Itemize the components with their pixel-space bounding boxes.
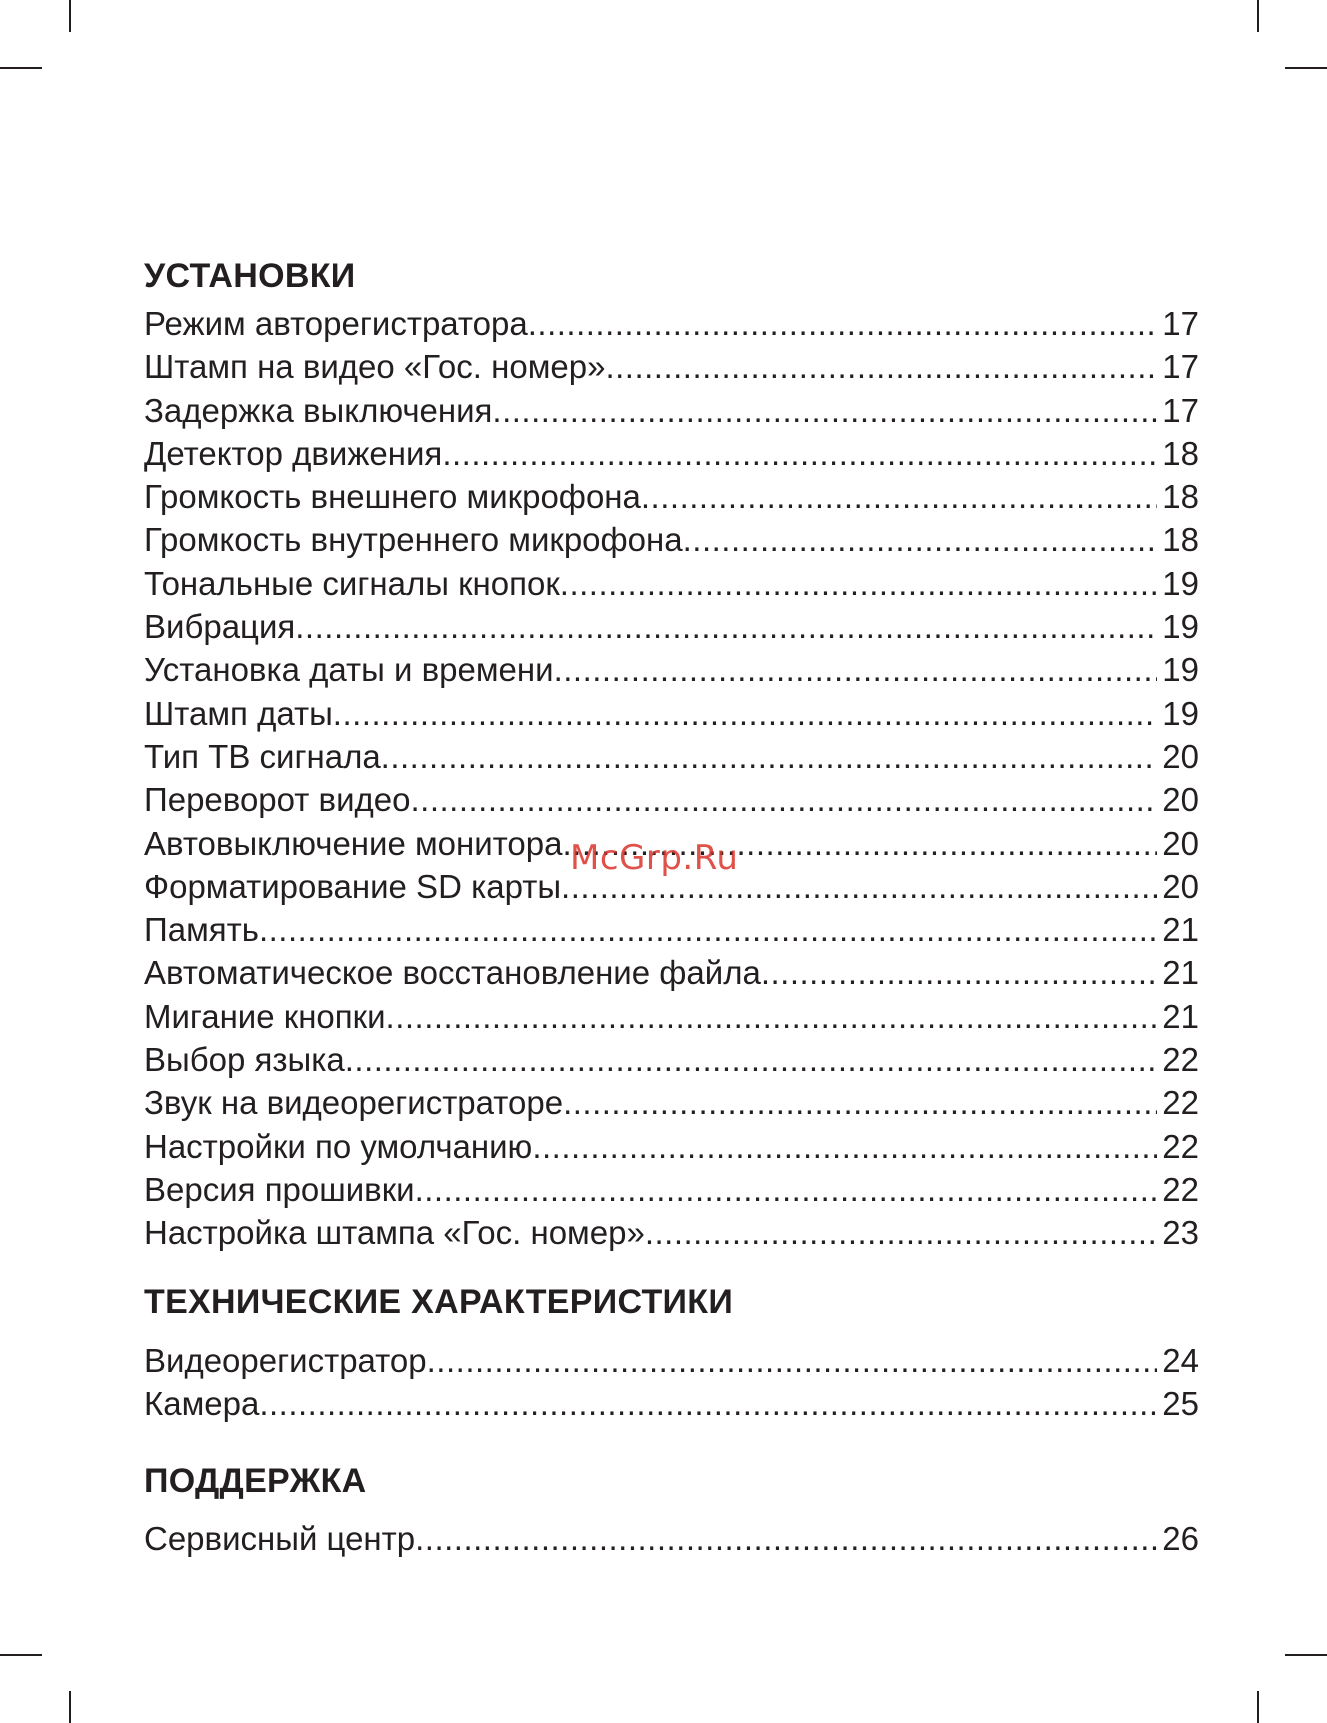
- dot-leader: [605, 345, 1157, 388]
- crop-mark: [1285, 67, 1327, 69]
- dot-leader: [492, 389, 1157, 432]
- toc-entry[interactable]: [144, 605, 1199, 648]
- entry-title: Установка даты и времени: [144, 651, 554, 689]
- toc-entry[interactable]: [144, 1517, 1199, 1560]
- toc-entry[interactable]: [144, 735, 1199, 778]
- entry-title: Мигание кнопки: [144, 997, 386, 1035]
- toc-section-specs: [144, 1276, 1199, 1426]
- entry-title: Настройки по умолчанию: [144, 1127, 533, 1165]
- crop-mark: [0, 1654, 42, 1656]
- dot-leader: [415, 1517, 1157, 1560]
- dot-leader: [641, 475, 1157, 518]
- toc-entry[interactable]: [144, 518, 1199, 561]
- entry-page-number: 18: [1162, 478, 1199, 516]
- dot-leader: [295, 605, 1157, 648]
- toc-entry[interactable]: [144, 951, 1199, 994]
- entry-page-number: 21: [1162, 954, 1199, 992]
- entry-title: Форматирование SD карты: [144, 867, 562, 905]
- section-heading: ТЕХНИЧЕСКИЕ ХАРАКТЕРИСТИКИ: [144, 1282, 734, 1321]
- entry-page-number: 19: [1162, 608, 1199, 646]
- entry-page-number: 23: [1162, 1214, 1199, 1252]
- entry-title: Тип ТВ сигнала: [144, 737, 381, 775]
- section-heading: УСТАНОВКИ: [144, 257, 356, 295]
- toc-entry[interactable]: [144, 1125, 1199, 1168]
- entry-title: Автоматическое восстановление файла: [144, 954, 761, 992]
- entry-page-number: 25: [1162, 1384, 1199, 1422]
- dot-leader: [683, 518, 1157, 561]
- entry-page-number: 19: [1162, 651, 1199, 689]
- toc-entry[interactable]: [144, 1211, 1199, 1254]
- dot-leader: [381, 735, 1157, 778]
- entry-page-number: 19: [1162, 694, 1199, 732]
- entry-title: Тональные сигналы кнопок: [144, 564, 560, 602]
- dot-leader: [560, 562, 1157, 605]
- toc-entry[interactable]: [144, 1382, 1199, 1425]
- toc-section-support: [144, 1455, 1199, 1560]
- dot-leader: [645, 1211, 1157, 1254]
- section-heading: ПОДДЕРЖКА: [144, 1462, 367, 1501]
- dot-leader: [442, 432, 1157, 475]
- entry-page-number: 21: [1162, 911, 1199, 949]
- toc-entry[interactable]: [144, 1339, 1199, 1382]
- toc-section-settings: [144, 250, 1199, 1255]
- dot-leader: [259, 908, 1157, 951]
- crop-mark: [0, 67, 42, 69]
- entry-page-number: 20: [1162, 781, 1199, 819]
- entry-title: Вибрация: [144, 608, 296, 646]
- toc-entry[interactable]: [144, 1168, 1199, 1211]
- entry-title: Переворот видео: [144, 781, 411, 819]
- entry-page-number: 17: [1162, 348, 1199, 386]
- toc-entry[interactable]: [144, 1081, 1199, 1124]
- entry-title: Задержка выключения: [144, 391, 493, 429]
- entry-title: Настройка штампа «Гос. номер»: [144, 1214, 645, 1252]
- toc-entry[interactable]: [144, 908, 1199, 951]
- entry-page-number: 17: [1162, 305, 1199, 342]
- dot-leader: [554, 648, 1157, 691]
- entry-title: Видеорегистратор: [144, 1341, 427, 1379]
- crop-mark: [1257, 1691, 1259, 1723]
- entry-title: Штамп на видео «Гос. номер»: [144, 348, 606, 386]
- entry-page-number: 18: [1162, 521, 1199, 559]
- entry-title: Выбор языка: [144, 1041, 345, 1079]
- entry-title: Громкость внутреннего микрофона: [144, 521, 683, 559]
- entry-page-number: 18: [1162, 434, 1199, 472]
- toc-entry-list: [144, 1339, 1199, 1426]
- crop-mark: [69, 0, 71, 32]
- entry-title: Громкость внешнего микрофона: [144, 478, 641, 516]
- entry-title: Версия прошивки: [144, 1170, 415, 1208]
- toc-entry-list: [144, 302, 1199, 1255]
- entry-page-number: 22: [1162, 1170, 1199, 1208]
- toc-entry[interactable]: [144, 432, 1199, 475]
- toc-entry[interactable]: [144, 389, 1199, 432]
- entry-title: Автовыключение монитора: [144, 824, 563, 862]
- crop-mark: [1257, 0, 1259, 32]
- dot-leader: [410, 778, 1157, 821]
- toc-entry[interactable]: [144, 692, 1199, 735]
- dot-leader: [415, 1168, 1157, 1211]
- dot-leader: [528, 302, 1157, 345]
- dot-leader: [427, 1339, 1157, 1382]
- entry-page-number: 21: [1162, 997, 1199, 1035]
- entry-title: Звук на видеорегистраторе: [144, 1084, 564, 1122]
- toc-entry[interactable]: [144, 475, 1199, 518]
- toc-entry[interactable]: [144, 778, 1199, 821]
- toc-entry[interactable]: [144, 995, 1199, 1038]
- toc-entry[interactable]: [144, 345, 1199, 388]
- entry-title: Сервисный центр: [144, 1520, 416, 1558]
- entry-page-number: 22: [1162, 1127, 1199, 1165]
- entry-title: Штамп даты: [144, 694, 333, 732]
- entry-page-number: 22: [1162, 1041, 1199, 1079]
- toc-entry[interactable]: [144, 1038, 1199, 1081]
- dot-leader: [345, 1038, 1157, 1081]
- watermark: McGrp.Ru: [570, 838, 739, 878]
- dot-leader: [386, 995, 1157, 1038]
- dot-leader: [532, 1125, 1157, 1168]
- entry-title: Память: [144, 911, 259, 949]
- entry-page-number: 19: [1162, 564, 1199, 602]
- entry-title: Детектор движения: [144, 434, 443, 472]
- toc-entry[interactable]: [144, 302, 1199, 345]
- entry-page-number: 20: [1162, 737, 1199, 775]
- crop-mark: [69, 1691, 71, 1723]
- dot-leader: [333, 692, 1157, 735]
- entry-page-number: 22: [1162, 1084, 1199, 1122]
- entry-title: Камера: [144, 1384, 260, 1422]
- crop-mark: [1285, 1654, 1327, 1656]
- dot-leader: [761, 951, 1157, 994]
- entry-page-number: 20: [1162, 824, 1199, 862]
- entry-title: Режим авторегистратора: [144, 305, 528, 342]
- entry-page-number: 24: [1162, 1341, 1199, 1379]
- entry-page-number: 17: [1162, 391, 1199, 429]
- dot-leader: [563, 1081, 1157, 1124]
- table-of-contents: [144, 250, 1199, 1560]
- toc-entry-list: [144, 1517, 1199, 1560]
- toc-entry[interactable]: [144, 648, 1199, 691]
- dot-leader: [259, 1382, 1157, 1425]
- entry-page-number: 20: [1162, 867, 1199, 905]
- toc-entry[interactable]: [144, 562, 1199, 605]
- entry-page-number: 26: [1162, 1520, 1199, 1558]
